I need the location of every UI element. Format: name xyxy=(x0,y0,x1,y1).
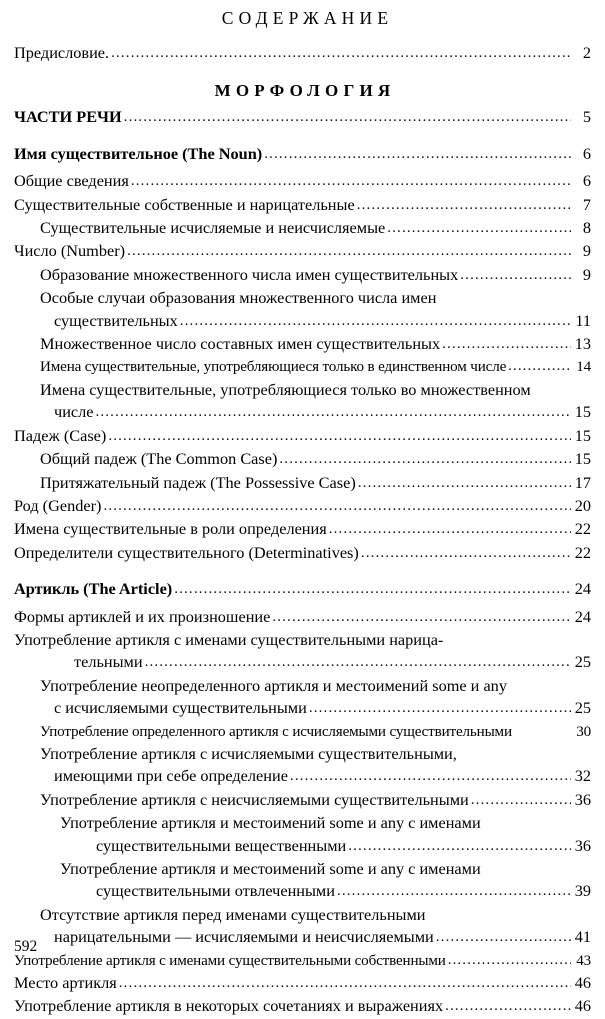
toc-entry-label: Имена существительные, употребляющиеся только во множественном xyxy=(40,379,531,399)
toc-entry-page: 6 xyxy=(582,171,591,191)
dot-leader xyxy=(337,880,571,902)
toc-entry-continuation[interactable] xyxy=(14,401,591,424)
toc-entry-label: Число (Number) xyxy=(14,241,126,261)
dot-leader xyxy=(108,425,571,447)
dot-leader xyxy=(445,995,571,1017)
toc-entry-page: 46 xyxy=(574,996,591,1016)
toc-entry-label: числе xyxy=(54,402,94,422)
toc-entry[interactable] xyxy=(14,356,591,378)
toc-entry[interactable] xyxy=(14,789,591,812)
toc-entry-page: 43 xyxy=(576,952,591,969)
toc-entry-page: 7 xyxy=(582,194,591,214)
dot-leader xyxy=(387,217,571,239)
toc-entry[interactable] xyxy=(14,629,591,651)
toc-entry-page: 22 xyxy=(574,519,591,539)
toc-entry-label: с исчисляемыми существительными xyxy=(54,698,307,718)
toc-entry[interactable] xyxy=(14,972,591,995)
toc-entry-page: 30 xyxy=(576,723,591,740)
toc-entry[interactable] xyxy=(14,287,591,309)
dot-leader xyxy=(124,106,571,128)
toc-entry[interactable] xyxy=(14,333,591,356)
toc-entry-page: 2 xyxy=(582,43,591,62)
toc-entry-label: ЧАСТИ РЕЧИ xyxy=(14,107,122,127)
dot-leader xyxy=(358,472,571,494)
toc-entry-page: 32 xyxy=(574,766,591,786)
dot-leader xyxy=(436,926,571,948)
toc-entry[interactable] xyxy=(14,675,591,697)
dot-leader xyxy=(119,972,571,994)
toc-entry-page: 25 xyxy=(574,698,591,718)
toc-entry-label: нарицательными — исчисляемыми и неисчисляемыми xyxy=(54,927,434,947)
dot-leader xyxy=(442,333,571,355)
toc-entry-continuation[interactable] xyxy=(14,651,591,674)
toc-entry[interactable] xyxy=(14,217,591,240)
toc-entry-page: 22 xyxy=(574,542,591,562)
toc-entry-label: Употребление неопределенного артикля и местоимений some и any xyxy=(40,675,507,695)
toc-entry-page: 24 xyxy=(574,606,591,626)
page-title: СОДЕРЖАНИЕ xyxy=(221,8,394,28)
toc-entry-label: Употребление артикля и местоимений some и any с именами xyxy=(60,859,481,878)
toc-entry-label: Употребление артикля с неисчисляемыми существительными xyxy=(40,789,469,809)
toc-entry-label: Род (Gender) xyxy=(14,495,102,515)
toc-entry-label: Определители существительного (Determinatives) xyxy=(14,542,359,562)
toc-entry-page: 39 xyxy=(574,881,591,901)
toc-entry-page: 14 xyxy=(576,359,591,376)
toc-entry-label: Особые случаи образования множественного числа имен xyxy=(40,288,437,308)
toc-entry-continuation[interactable] xyxy=(14,765,591,788)
toc-entry-label: Имена существительные, употребляющиеся только в единственном числе xyxy=(40,359,507,376)
toc-entry-page: 25 xyxy=(574,652,591,672)
dot-leader xyxy=(460,264,571,286)
toc-entry-page: 11 xyxy=(575,310,591,330)
toc-entry[interactable] xyxy=(14,995,591,1018)
dot-leader xyxy=(279,448,571,470)
toc-entry-label: Множественное число составных имен существительных xyxy=(40,334,441,354)
toc-entry-label: Употребление артикля с исчисляемыми существительными, xyxy=(40,743,457,763)
dot-leader xyxy=(309,697,571,719)
toc-entry[interactable] xyxy=(14,240,591,263)
toc-entry[interactable] xyxy=(14,904,591,926)
toc-entry-continuation[interactable] xyxy=(14,880,591,903)
toc-entry-label: Артикль (The Article) xyxy=(14,579,173,599)
dot-leader xyxy=(348,835,571,857)
toc-entry-label: существительными отвлеченными xyxy=(96,881,335,901)
toc-entry-page: 9 xyxy=(582,241,591,261)
toc-entry-label: Употребление артикля с именами существительными нарица- xyxy=(14,629,444,649)
toc-entry[interactable] xyxy=(14,170,591,193)
toc-entry-page: 36 xyxy=(574,835,591,855)
toc-entry-label: тельными xyxy=(74,652,143,672)
dot-leader xyxy=(111,42,571,64)
dot-leader xyxy=(272,606,571,628)
toc-entry-page: 13 xyxy=(574,334,591,354)
toc-entry[interactable] xyxy=(14,812,591,834)
page-folio: 592 xyxy=(14,938,38,955)
dot-leader xyxy=(290,765,571,787)
toc-entry[interactable] xyxy=(14,518,591,541)
toc-entry-label: Общие сведения xyxy=(14,171,129,191)
toc-entry[interactable] xyxy=(14,472,591,495)
toc-entry-label: Притяжательный падеж (The Possessive Case) xyxy=(40,472,356,492)
toc-entry[interactable] xyxy=(14,106,591,129)
toc-entry-continuation[interactable] xyxy=(14,926,591,949)
toc-entry-label: Употребление определенного артикля с исчисляемыми существительными xyxy=(40,723,512,740)
toc-entry-label: имеющими при себе определение xyxy=(54,766,288,786)
toc-entry[interactable] xyxy=(14,448,591,471)
toc-entry-label: Падеж (Case) xyxy=(14,425,107,445)
toc-entry-label: Формы артиклей и их произношение xyxy=(14,606,271,626)
toc-entry-continuation[interactable] xyxy=(14,310,591,333)
toc-entry[interactable] xyxy=(14,194,591,217)
toc-entry-continuation[interactable] xyxy=(14,697,591,720)
toc-entry-label: Имя существительное (The Noun) xyxy=(14,143,263,163)
toc-entry[interactable] xyxy=(14,950,591,972)
toc-entry-page: 9 xyxy=(582,264,591,284)
toc-entry-page: 15 xyxy=(574,449,591,469)
toc-entry-continuation[interactable] xyxy=(14,835,591,858)
dot-leader xyxy=(174,578,571,600)
dot-leader xyxy=(329,518,571,540)
toc-entry-page: 46 xyxy=(574,973,591,993)
toc-entry[interactable] xyxy=(14,425,591,448)
dot-leader xyxy=(131,170,571,192)
toc-entry[interactable] xyxy=(14,606,591,629)
dot-leader xyxy=(127,240,571,262)
toc-entry-label: существительных xyxy=(54,310,178,330)
toc-entry-page: 6 xyxy=(582,143,591,163)
dot-leader xyxy=(103,495,571,517)
toc-entry[interactable] xyxy=(14,578,591,601)
toc-entry[interactable] xyxy=(14,379,591,401)
dot-leader xyxy=(264,143,571,165)
section-heading: МОРФОЛОГИЯ xyxy=(214,81,396,101)
toc-entry-label: Существительные исчисляемые и неисчисляемые xyxy=(40,218,386,238)
toc-entry-label: Имена существительные в роли определения xyxy=(14,519,327,539)
toc-entry[interactable] xyxy=(14,264,591,287)
toc-entry-label: Употребление артикля и местоимений some и any с именами xyxy=(60,813,481,833)
toc-entry[interactable] xyxy=(14,495,591,518)
toc-entry-label: Место артикля xyxy=(14,973,117,993)
toc-entry-label: Употребление артикля с именами существительными собственными xyxy=(14,952,446,969)
toc-entry-label: Существительные собственные и нарицательные xyxy=(14,194,355,214)
toc-entry-page: 5 xyxy=(582,107,591,127)
dot-leader xyxy=(95,401,571,423)
dot-leader xyxy=(448,949,571,971)
toc-entry-page: 17 xyxy=(574,472,591,492)
toc-entry-page: 24 xyxy=(574,579,591,599)
toc-entry-label: Общий падеж (The Common Case) xyxy=(40,449,278,469)
toc-entry[interactable] xyxy=(14,743,591,765)
toc-entry-page: 36 xyxy=(574,789,591,809)
toc-entry[interactable] xyxy=(14,542,591,565)
toc-entry-label: Употребление артикля в некоторых сочетаниях и выражениях xyxy=(14,996,444,1016)
toc-entry-page: 15 xyxy=(574,425,591,445)
toc-entry-label: Предисловие. xyxy=(14,43,110,62)
toc-entry-page: 41 xyxy=(574,927,591,947)
toc-entry-page: 15 xyxy=(574,402,591,422)
dot-leader xyxy=(357,194,571,216)
toc-entry-page: 8 xyxy=(582,218,591,238)
toc-entry-label: Отсутствие артикля перед именами существительными xyxy=(40,904,426,924)
dot-leader xyxy=(180,310,571,332)
toc-entry-page: 20 xyxy=(574,495,591,515)
toc-entry-label: существительными вещественными xyxy=(96,835,347,855)
toc-entry[interactable] xyxy=(14,143,591,166)
dot-leader xyxy=(145,651,571,673)
toc-list xyxy=(14,42,591,1019)
toc-entry-label: Образование множественного числа имен существительных xyxy=(40,264,459,284)
dot-leader xyxy=(471,789,571,811)
dot-leader xyxy=(361,542,571,564)
toc-entry[interactable] xyxy=(14,42,591,65)
dot-leader xyxy=(508,355,571,377)
toc-entry[interactable] xyxy=(14,721,591,743)
toc-entry[interactable] xyxy=(14,858,591,880)
